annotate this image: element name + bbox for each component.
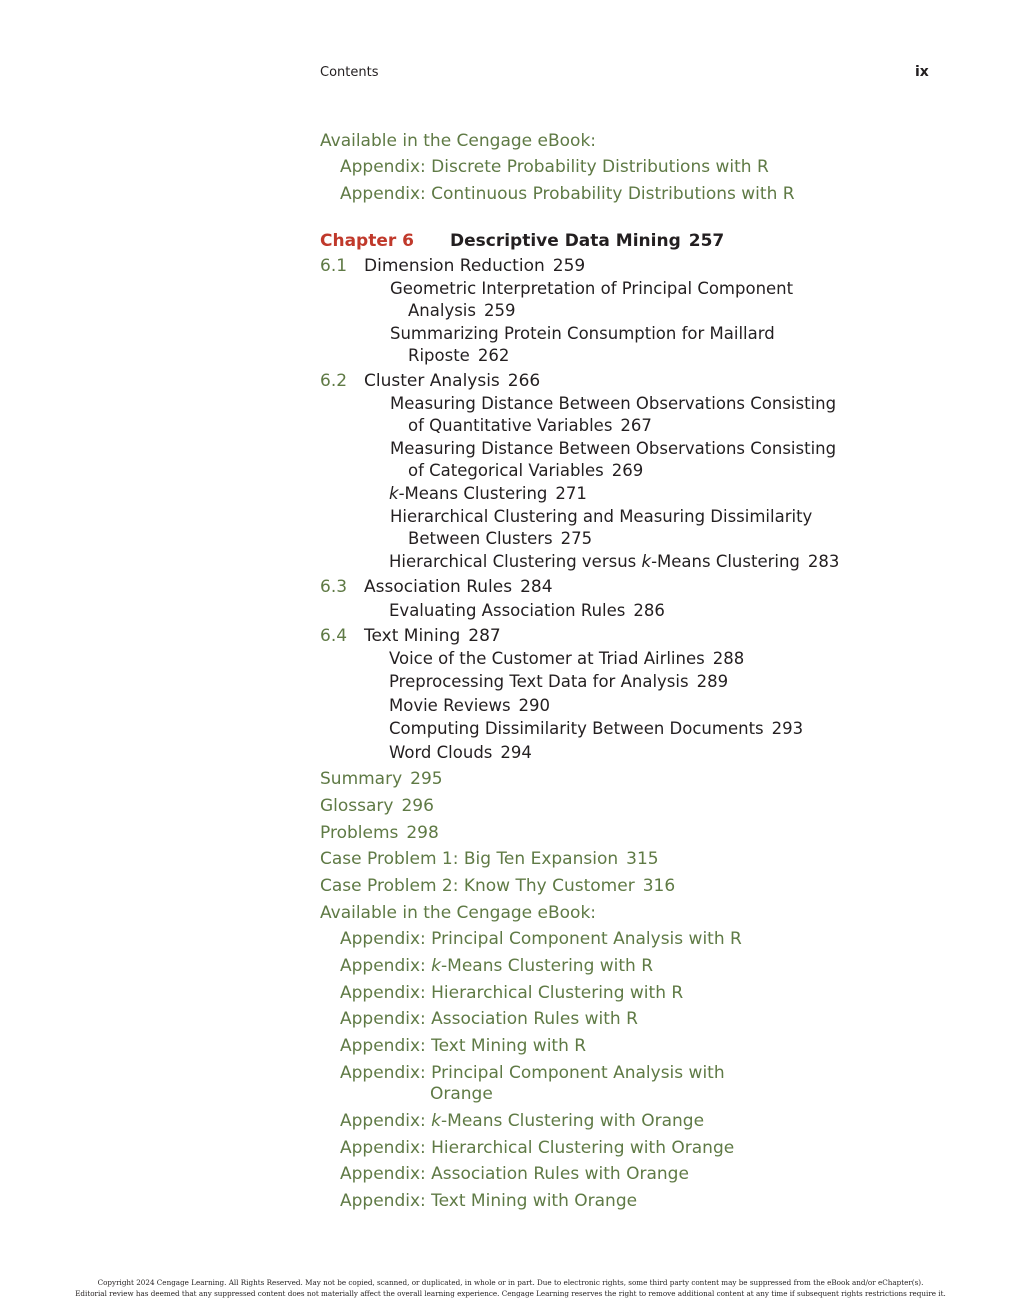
- ebook-label: Available in the Cengage eBook:: [320, 903, 597, 923]
- subsection-title-cont: [408, 461, 643, 480]
- italic-k: k: [431, 956, 442, 976]
- section-page: 266: [507, 371, 541, 391]
- section-page: 287: [468, 626, 501, 646]
- appendix-entry[interactable]: Appendix: Text Mining with Orange: [340, 1191, 638, 1211]
- subsection-page: 290: [518, 696, 551, 715]
- subsection-title-text: Voice of the Customer at Triad Airlines: [389, 649, 705, 668]
- subsection-page: 269: [611, 461, 644, 480]
- chapter-page: 257: [688, 231, 725, 251]
- entry-title: Case Problem 1: Big Ten Expansion: [320, 849, 619, 869]
- italic-k: k: [431, 1111, 442, 1131]
- subsection-title-text: Riposte: [408, 346, 470, 365]
- subsection-title-text: Between Clusters: [408, 529, 553, 548]
- subsection-page: 289: [696, 672, 729, 691]
- ebook-label: Available in the Cengage eBook:: [320, 131, 597, 151]
- chapter-title[interactable]: [450, 231, 724, 251]
- subsection-title-cont: [408, 416, 652, 435]
- appendix-text: Appendix:: [340, 1111, 432, 1131]
- italic-k: k: [389, 484, 399, 503]
- entry-title: Problems: [320, 823, 399, 843]
- end-matter-entry[interactable]: [320, 796, 434, 816]
- appendix-entry[interactable]: Appendix: Continuous Probability Distributions with R: [340, 184, 795, 204]
- running-header-title: Contents: [320, 65, 379, 80]
- appendix-entry[interactable]: [340, 956, 653, 976]
- appendix-entry[interactable]: Appendix: Hierarchical Clustering with Orange: [340, 1138, 735, 1158]
- subsection-title-text: Preprocessing Text Data for Analysis: [389, 672, 689, 691]
- subsection-title[interactable]: Hierarchical Clustering and Measuring Dissimilarity: [390, 507, 813, 526]
- end-matter-entry[interactable]: [320, 849, 659, 869]
- subsection-title[interactable]: [389, 484, 587, 503]
- subsection-title[interactable]: Summarizing Protein Consumption for Maillard: [390, 324, 775, 343]
- section-number: 6.3: [320, 577, 348, 597]
- section-title[interactable]: [364, 256, 585, 276]
- appendix-text: -Means Clustering with Orange: [441, 1111, 705, 1131]
- subsection-page: 283: [807, 552, 840, 571]
- entry-page: 316: [642, 876, 676, 896]
- chapter-title-text: Descriptive Data Mining: [450, 231, 681, 251]
- subsection-title-cont: [408, 301, 515, 320]
- entry-title: Summary: [320, 769, 403, 789]
- end-matter-entry[interactable]: [320, 769, 443, 789]
- copyright-line-1: Copyright 2024 Cengage Learning. All Rights Reserved. May not be copied, scanned, or duplicated, in whole or in part. Due to electronic rights, some third party content may be suppressed from the eBook and/or eChapter(s).: [97, 1278, 924, 1287]
- section-title-text: Text Mining: [364, 626, 461, 646]
- appendix-entry[interactable]: [340, 1111, 704, 1131]
- subsection-page: 271: [555, 484, 587, 503]
- appendix-entry[interactable]: Appendix: Text Mining with R: [340, 1036, 587, 1056]
- entry-page: 295: [410, 769, 443, 789]
- subsection-title-text: -Means Clustering: [398, 484, 548, 503]
- subsection-page: 288: [712, 649, 745, 668]
- entry-page: 298: [406, 823, 439, 843]
- end-matter-entry[interactable]: [320, 823, 439, 843]
- subsection-page: 262: [477, 346, 510, 365]
- section-title[interactable]: [364, 626, 501, 646]
- section-page: 259: [552, 256, 586, 276]
- subsection-title-text: Evaluating Association Rules: [389, 601, 626, 620]
- subsection-title-cont: [408, 529, 592, 548]
- subsection-page: 293: [771, 719, 804, 738]
- section-title[interactable]: [364, 371, 540, 391]
- subsection-title-text: -Means Clustering: [651, 552, 800, 571]
- section-title-text: Dimension Reduction: [364, 256, 545, 276]
- appendix-entry[interactable]: Appendix: Hierarchical Clustering with R: [340, 983, 684, 1003]
- subsection-page: 259: [483, 301, 516, 320]
- subsection-title[interactable]: [389, 696, 550, 715]
- subsection-title[interactable]: [389, 649, 744, 668]
- section-number: 6.2: [320, 371, 348, 391]
- section-number: 6.4: [320, 626, 348, 646]
- subsection-page: 275: [560, 529, 593, 548]
- entry-page: 296: [401, 796, 434, 816]
- section-number: 6.1: [320, 256, 348, 276]
- subsection-title-text: Computing Dissimilarity Between Documents: [389, 719, 764, 738]
- entry-title: Glossary: [320, 796, 394, 816]
- subsection-title-text: Hierarchical Clustering versus: [389, 552, 642, 571]
- appendix-entry[interactable]: Appendix: Principal Component Analysis with: [340, 1063, 725, 1083]
- subsection-title-text: Movie Reviews: [389, 696, 511, 715]
- appendix-entry-cont: Orange: [430, 1084, 493, 1104]
- subsection-title-text: of Quantitative Variables: [408, 416, 613, 435]
- subsection-title[interactable]: Measuring Distance Between Observations Consisting: [390, 394, 837, 413]
- section-title[interactable]: [364, 577, 553, 597]
- subsection-title[interactable]: Geometric Interpretation of Principal Component: [390, 279, 794, 298]
- subsection-page: 286: [633, 601, 665, 620]
- section-page: 284: [520, 577, 553, 597]
- copyright-line-2: Editorial review has deemed that any suppressed content does not materially affect the overall learning experience. Cengage Learning reserves the right to remove additional content at any time if subsequent rights restrictions require it.: [75, 1289, 946, 1298]
- subsection-title-text: Word Clouds: [389, 743, 493, 762]
- subsection-title[interactable]: [389, 601, 665, 620]
- end-matter-entry[interactable]: [320, 876, 675, 896]
- appendix-entry[interactable]: Appendix: Association Rules with Orange: [340, 1164, 689, 1184]
- page-number: ix: [915, 64, 929, 80]
- entry-title: Case Problem 2: Know Thy Customer: [320, 876, 635, 896]
- entry-page: 315: [626, 849, 659, 869]
- subsection-title[interactable]: [389, 719, 803, 738]
- subsection-title-text: of Categorical Variables: [408, 461, 604, 480]
- appendix-text: Appendix:: [340, 956, 432, 976]
- section-title-text: Cluster Analysis: [364, 371, 500, 391]
- subsection-title[interactable]: [389, 672, 728, 691]
- appendix-entry[interactable]: Appendix: Association Rules with R: [340, 1009, 638, 1029]
- chapter-label: Chapter 6: [320, 231, 415, 251]
- subsection-title-cont: [408, 346, 509, 365]
- subsection-page: 267: [620, 416, 652, 435]
- subsection-title[interactable]: [389, 743, 532, 762]
- subsection-page: 294: [500, 743, 532, 762]
- subsection-title[interactable]: [389, 552, 839, 571]
- section-title-text: Association Rules: [364, 577, 513, 597]
- appendix-entry[interactable]: Appendix: Principal Component Analysis with R: [340, 929, 742, 949]
- subsection-title[interactable]: Measuring Distance Between Observations Consisting: [390, 439, 837, 458]
- appendix-entry[interactable]: Appendix: Discrete Probability Distributions with R: [340, 157, 769, 177]
- appendix-text: -Means Clustering with R: [441, 956, 654, 976]
- subsection-title-text: Analysis: [408, 301, 476, 320]
- italic-k: k: [641, 552, 652, 571]
